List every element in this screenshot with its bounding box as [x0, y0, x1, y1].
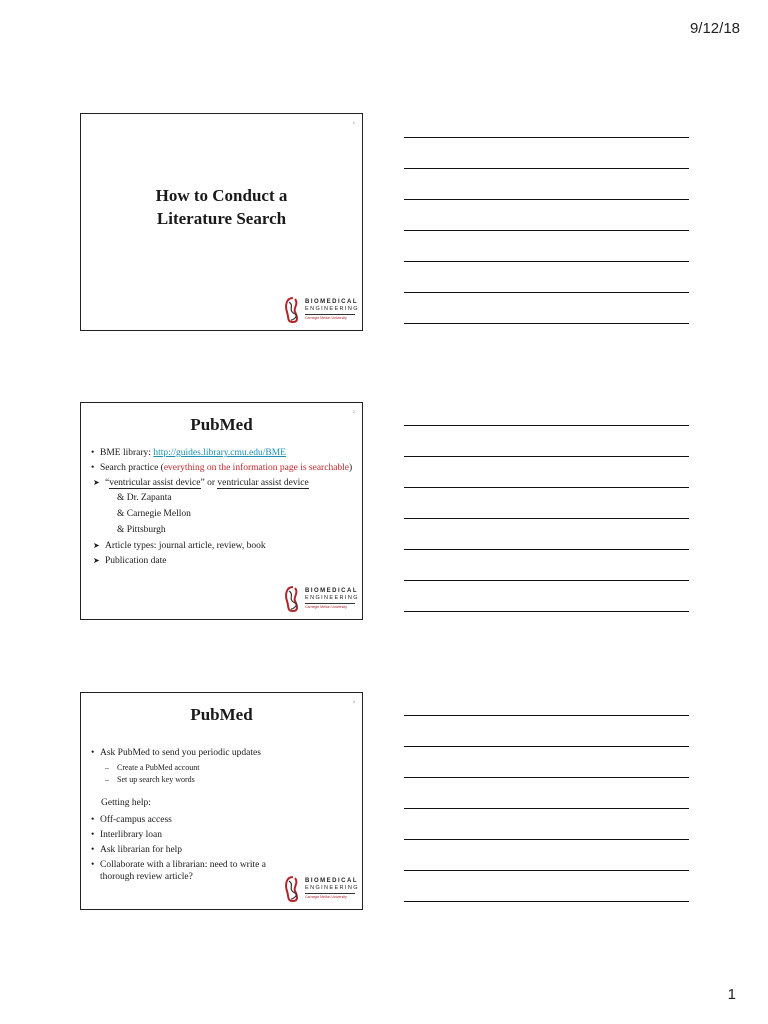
- dash-bullet: –: [105, 775, 109, 784]
- bullet-ask-updates: [91, 747, 354, 759]
- arrow-bullet-icon: ➤: [93, 541, 100, 550]
- logo-text-engineering: ENGINEERING: [305, 595, 359, 601]
- logo-divider: [305, 603, 355, 604]
- help-item-text: Interlibrary loan: [100, 830, 162, 840]
- note-line[interactable]: [404, 456, 689, 457]
- bme-logo-icon: [283, 585, 303, 613]
- logo-divider: [305, 893, 355, 894]
- note-line[interactable]: [404, 261, 689, 262]
- bullet-search-practice: [91, 462, 354, 474]
- page-number: 1: [727, 986, 736, 1003]
- note-line[interactable]: [404, 611, 689, 612]
- sub-item-text: Set up search key words: [117, 775, 195, 784]
- logo-text-engineering: ENGINEERING: [305, 306, 359, 312]
- sub-item: [91, 774, 354, 785]
- note-line[interactable]: [404, 715, 689, 716]
- search-term-quoted: ventricular assist device: [109, 478, 201, 488]
- title-line: Literature Search: [156, 209, 287, 228]
- header-date: 9/12/18: [689, 20, 740, 37]
- note-line[interactable]: [404, 580, 689, 581]
- arrow-bullet-icon: ➤: [93, 478, 100, 487]
- and-item: & Pittsburgh: [117, 525, 166, 535]
- publication-date-text: Publication date: [105, 556, 167, 566]
- search-practice-close: ): [349, 463, 353, 473]
- slide-number: 1: [352, 120, 355, 125]
- logo-text-engineering: ENGINEERING: [305, 885, 359, 891]
- slide-number: 2: [352, 409, 355, 414]
- help-item: [91, 859, 296, 883]
- and-item: & Dr. Zapanta: [117, 493, 172, 503]
- note-line[interactable]: [404, 901, 689, 902]
- note-line[interactable]: [404, 549, 689, 550]
- note-line[interactable]: [404, 808, 689, 809]
- note-line[interactable]: [404, 292, 689, 293]
- note-line[interactable]: [404, 137, 689, 138]
- publication-date-row: [91, 555, 354, 567]
- slide-number: 3: [352, 699, 355, 704]
- slide-2: [80, 402, 363, 620]
- search-term: ventricular assist device: [217, 478, 309, 488]
- help-item-text: Ask librarian for help: [100, 845, 183, 855]
- help-item: [91, 844, 354, 856]
- note-line[interactable]: [404, 199, 689, 200]
- logo-text-university: Carnegie Mellon University: [305, 316, 347, 320]
- sub-item: [91, 762, 354, 773]
- note-line[interactable]: [404, 230, 689, 231]
- slide-3: [80, 692, 363, 910]
- help-item: [91, 814, 354, 826]
- slide-title: PubMed: [190, 705, 253, 724]
- quote-open: “: [105, 478, 110, 488]
- logo-text-biomedical: BIOMEDICAL: [305, 299, 358, 305]
- note-line[interactable]: [404, 518, 689, 519]
- sub-item-text: Create a PubMed account: [117, 763, 200, 772]
- or-text: or: [204, 478, 218, 488]
- bme-library-label: BME library:: [100, 448, 154, 458]
- logo-text-university: Carnegie Mellon University: [305, 605, 347, 609]
- note-line[interactable]: [404, 777, 689, 778]
- slide-bullets: [91, 447, 354, 570]
- help-item-text: Off-campus access: [100, 815, 172, 825]
- logo-divider: [305, 314, 355, 315]
- article-types-text: Article types: journal article, review, book: [105, 541, 266, 551]
- bme-logo-icon: [283, 875, 303, 903]
- article-types-row: [91, 540, 354, 552]
- logo-text-biomedical: BIOMEDICAL: [305, 878, 358, 884]
- search-practice-note: everything on the information page is searchable: [163, 463, 350, 473]
- search-practice-label: Search practice (: [100, 463, 164, 473]
- search-query-row: [91, 477, 354, 489]
- bme-logo: [283, 585, 359, 613]
- ask-updates-text: Ask PubMed to send you periodic updates: [100, 748, 261, 758]
- logo-text-biomedical: BIOMEDICAL: [305, 588, 358, 594]
- slide-title: PubMed: [190, 415, 253, 434]
- help-item: [91, 829, 354, 841]
- slide-bullets: [91, 747, 354, 886]
- dash-bullet: –: [105, 763, 109, 772]
- bme-logo: [283, 296, 359, 324]
- help-item-text: Collaborate with a librarian: need to write a thorough review article?: [100, 860, 266, 882]
- bme-library-link[interactable]: http://guides.library.cmu.edu/BME: [153, 448, 286, 458]
- getting-help-heading: Getting help:: [101, 798, 151, 808]
- note-line[interactable]: [404, 168, 689, 169]
- note-line[interactable]: [404, 839, 689, 840]
- note-line[interactable]: [404, 487, 689, 488]
- bullet-bme-library: [91, 447, 354, 459]
- note-line[interactable]: [404, 746, 689, 747]
- note-line[interactable]: [404, 425, 689, 426]
- slide-1: [80, 113, 363, 331]
- note-line[interactable]: [404, 870, 689, 871]
- arrow-bullet-icon: ➤: [93, 556, 100, 565]
- title-line: How to Conduct a: [155, 186, 288, 205]
- logo-text-university: Carnegie Mellon University: [305, 895, 347, 899]
- bme-logo: [283, 875, 359, 903]
- bme-logo-icon: [283, 296, 303, 324]
- quote-close: ”: [200, 478, 205, 488]
- and-item: & Carnegie Mellon: [117, 509, 191, 519]
- slide-title: [81, 184, 362, 230]
- note-line[interactable]: [404, 323, 689, 324]
